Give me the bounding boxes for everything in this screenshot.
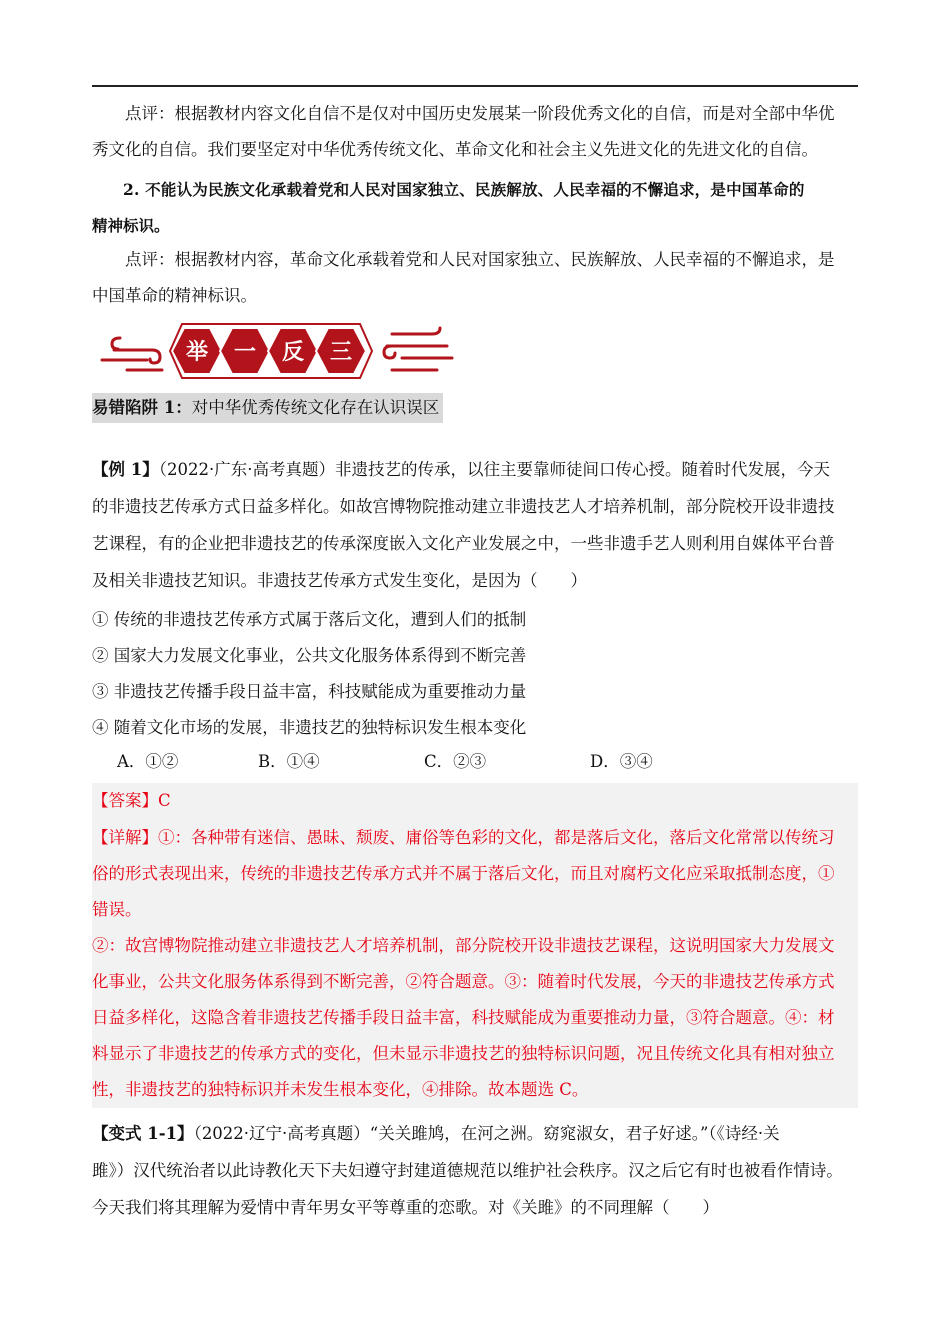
- detail-line-6: 日益多样化，这隐含着非遗技艺传播手段日益丰富，科技赋能成为重要推动力量，③符合题意。④：材: [92, 1008, 835, 1027]
- option-a: A．①②: [117, 752, 179, 771]
- detail-line-2: 俗的形式表现出来，传统的非遗技艺传承方式并不属于落后文化，而且对腐朽文化应采取抵制态度，①: [92, 864, 835, 883]
- variant-line-1: [92, 1116, 858, 1152]
- example-1-line-4: 及相关非遗技艺知识。非遗技艺传承方式发生变化，是因为（ ）: [92, 571, 587, 590]
- answer-label: 【答案】C: [92, 791, 171, 810]
- example-1-line-2: 的非遗技艺传承方式日益多样化。如故宫博物院推动建立非遗技艺人才培养机制，部分院校开设非遗技: [92, 497, 835, 516]
- variant-line-2: 雎》）汉代统治者以此诗教化天下夫妇遵守封建道德规范以维护社会秩序。汉之后它有时也被看作情诗。: [92, 1161, 843, 1180]
- variant-text-1: （2022·辽宁·高考真题）“关关雎鸠，在河之洲。窈窕淑女，君子好逑。”（《诗经·关: [193, 1124, 780, 1143]
- detail-line-7: 料显示了非遗技艺的传承方式的变化，但未显示非遗技艺的独特标识问题，况且传统文化具有相对独立: [92, 1044, 835, 1063]
- option-c: C．②③: [424, 752, 487, 771]
- detail-line-3: 错误。: [92, 900, 142, 919]
- trap-label: 易错陷阱 1：: [92, 398, 192, 417]
- detail-line-5: 化事业，公共文化服务体系得到不断完善，②符合题意。③：随着时代发展，今天的非遗技艺传承方式: [92, 972, 835, 991]
- detail-line-4: ②：故宫博物院推动建立非遗技艺人才培养机制，部分院校开设非遗技艺课程，这说明国家大力发展文: [92, 936, 835, 955]
- example-1-item-1: ① 传统的非遗技艺传承方式属于落后文化，遭到人们的抵制: [92, 610, 527, 629]
- example-1-tag: 【例 1】: [92, 460, 159, 479]
- example-1-line-1: [92, 452, 858, 488]
- example-1-item-4: ④ 随着文化市场的发展，非遗技艺的独特标识发生根本变化: [92, 718, 527, 737]
- example-1-text-1: （2022·广东·高考真题）非遗技艺的传承，以往主要靠师徒间口传心授。随着时代发展，今天: [158, 460, 830, 479]
- detail-line-8: 性，非遗技艺的独特标识并未发生根本变化，④排除。故本题选 C。: [92, 1080, 589, 1099]
- banner-char-2: 一: [233, 340, 257, 365]
- section-banner: [92, 320, 462, 382]
- variant-tag: 【变式 1-1】: [92, 1124, 194, 1143]
- review-2-line-1: 点评：根据教材内容，革命文化承载着党和人民对国家独立、民族解放、人民幸福的不懈追求，是: [125, 250, 835, 269]
- point-2-line-2: 精神标识。: [92, 216, 170, 235]
- review-1-line-1: 点评：根据教材内容文化自信不是仅对中国历史发展某一阶段优秀文化的自信，而是对全部中华优: [125, 104, 835, 123]
- example-1-item-2: ② 国家大力发展文化事业，公共文化服务体系得到不断完善: [92, 646, 527, 665]
- header-rule: [92, 85, 858, 87]
- trap-text: 对中华优秀传统文化存在认识误区: [191, 398, 440, 417]
- banner-char-3: 反: [281, 340, 305, 365]
- banner-char-4: 三: [329, 340, 353, 365]
- banner-char-1: 举: [185, 340, 209, 365]
- detail-line-1: 【详解】①：各种带有迷信、愚昧、颓废、庸俗等色彩的文化，都是落后文化，落后文化常常以传统习: [92, 828, 835, 847]
- review-1-line-2: 秀文化的自信。我们要坚定对中华优秀传统文化、革命文化和社会主义先进文化的先进文化的自信。: [92, 140, 818, 159]
- option-b: B．①④: [258, 752, 320, 771]
- banner-left-swirl-icon: [102, 338, 162, 370]
- variant-line-3: 今天我们将其理解为爱情中青年男女平等尊重的恋歌。对《关雎》的不同理解（ ）: [92, 1198, 719, 1217]
- option-d: D．③④: [590, 752, 653, 771]
- example-1-line-3: 艺课程，有的企业把非遗技艺的传承深度嵌入文化产业发展之中，一些非遗手艺人则利用自媒体平台普: [92, 534, 835, 553]
- review-2-line-2: 中国革命的精神标识。: [92, 286, 257, 305]
- point-2-line-1: 2. 不能认为民族文化承载着党和人民对国家独立、民族解放、人民幸福的不懈追求，是中国革命的: [123, 180, 805, 199]
- example-1-item-3: ③ 非遗技艺传播手段日益丰富，科技赋能成为重要推动力量: [92, 682, 527, 701]
- trap-heading: [92, 393, 443, 423]
- banner-right-swirl-icon: [384, 328, 452, 370]
